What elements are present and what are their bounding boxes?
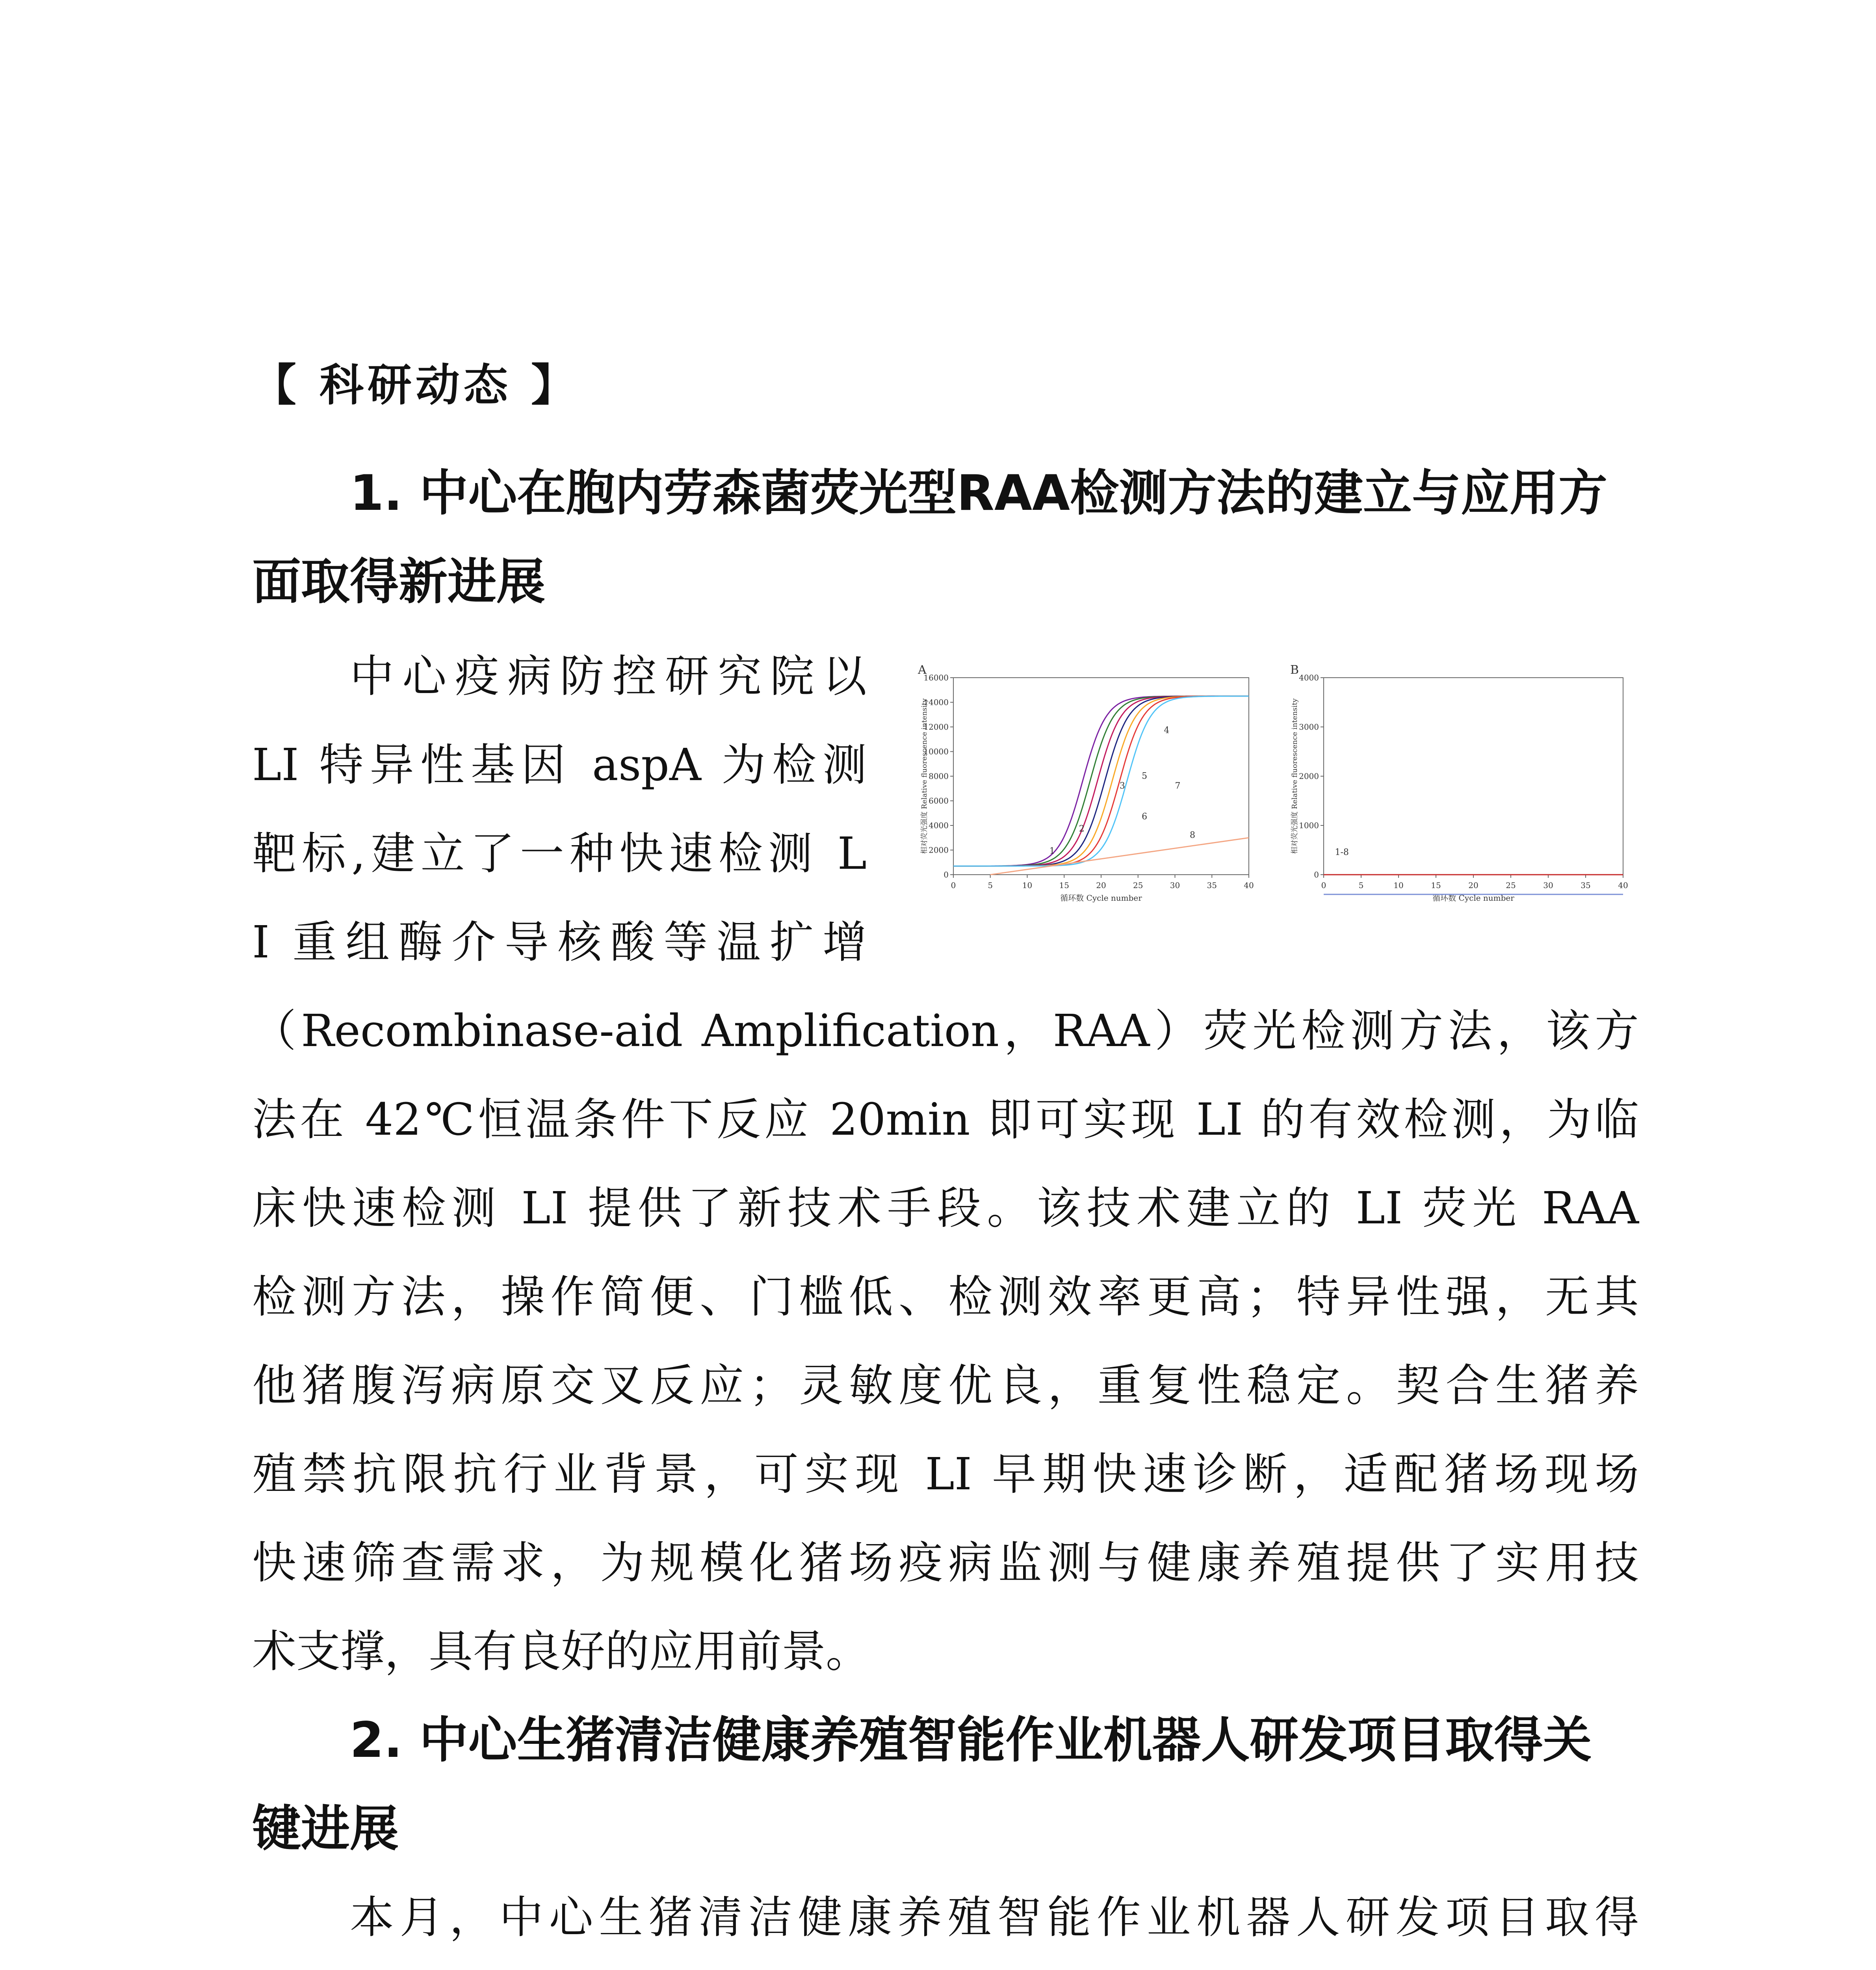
panel-a-x-tick-label: 15 — [1059, 881, 1069, 890]
item1-heading — [252, 449, 1639, 626]
text-line: 术支撑，具有良好的应用前景。 — [252, 1626, 870, 1677]
panel-b-y-tick-label: 2000 — [1299, 771, 1319, 781]
panel-a-y-tick-label: 4000 — [929, 821, 949, 830]
panel-b-x-axis-label: 循环数 Cycle number — [1432, 893, 1514, 903]
panel-b-x-tick-label: 40 — [1618, 881, 1628, 890]
panel-a-series-6 — [953, 696, 1249, 866]
panel-b-x-tick-label: 15 — [1431, 881, 1441, 890]
panel-a-series-1 — [953, 696, 1249, 866]
panel-a-series-3 — [953, 696, 1249, 866]
raa-figure-svg — [914, 662, 1639, 938]
item1-heading-line1: 1. 中心在胞内劳森菌荧光型RAA检测方法的建立与应用方 — [350, 465, 1607, 522]
panel-a-y-tick-label: 12000 — [923, 722, 949, 732]
text-line: 中心疫病防控研究院以 — [350, 651, 867, 702]
panel-b-x-tick-label: 20 — [1468, 881, 1479, 890]
item1-heading-line2: 面取得新进展 — [252, 554, 546, 610]
panel-a-label: A — [918, 663, 927, 677]
panel-b-y-tick-label: 1000 — [1299, 821, 1319, 830]
text-line: I 重组酶介导核酸等温扩增 — [252, 917, 867, 968]
panel-b-y-tick-label: 0 — [1314, 870, 1319, 879]
panel-a-x-tick-label: 30 — [1170, 881, 1180, 890]
text-line: 他猪腹泻病原交叉反应；灵敏度优良，重复性稳定。契合生猪养 — [252, 1360, 1639, 1411]
text-line: 床快速检测 LI 提供了新技术手段。该技术建立的 LI 荧光 RAA — [252, 1183, 1639, 1234]
item1-body — [252, 987, 1639, 1696]
text-line: 快速筛查需求，为规模化猪场疫病监测与健康养殖提供了实用技 — [252, 1537, 1639, 1589]
panel-a-series-7 — [953, 696, 1249, 866]
panel-a-curve-label: 7 — [1175, 781, 1181, 791]
panel-a-y-tick-label: 6000 — [929, 796, 949, 806]
text-line: （Recombinase-aid Amplification，RAA）荧光检测方法，该方 — [252, 1005, 1639, 1057]
panel-b-x-tick-label: 5 — [1358, 881, 1364, 890]
panel-b-label: B — [1290, 663, 1299, 677]
panel-a-x-tick-label: 25 — [1133, 881, 1143, 890]
section-tag: 【 科研动态 】 — [252, 360, 579, 411]
panel-a-series-4 — [953, 696, 1249, 866]
panel-a-x-tick-label: 20 — [1096, 881, 1106, 890]
panel-a-y-tick-label: 2000 — [929, 845, 949, 855]
item2-heading-line1: 2. 中心生猪清洁健康养殖智能作业机器人研发项目取得关 — [350, 1712, 1592, 1769]
panel-a-curve-label: 1 — [1049, 846, 1055, 856]
panel-a-x-tick-label: 10 — [1022, 881, 1033, 890]
panel-b-curve-label: 1-8 — [1335, 847, 1349, 857]
panel-b-y-axis-label: 相对荧光强度 Relative fluorescence intensity — [1291, 698, 1299, 854]
panel-b-x-tick-label: 0 — [1321, 881, 1326, 890]
item2-heading-line2: 键进展 — [252, 1801, 399, 1857]
panel-a-y-tick-label: 10000 — [923, 747, 949, 756]
panel-a-curve-label: 8 — [1190, 830, 1195, 840]
panel-b-x-tick-label: 35 — [1581, 881, 1591, 890]
text-line: 本月，中心生猪清洁健康养殖智能作业机器人研发项目取得 — [350, 1892, 1639, 1943]
panel-b-frame — [1324, 678, 1623, 875]
text-line: 法在 42℃恒温条件下反应 20min 即可实现 LI 的有效检测，为临 — [252, 1094, 1639, 1145]
panel-b-y-tick-label: 4000 — [1299, 673, 1319, 682]
raa-figure — [914, 662, 1639, 938]
panel-b-x-tick-label: 30 — [1543, 881, 1553, 890]
text-line: 殖禁抗限抗行业背景，可实现 LI 早期快速诊断，适配猪场现场 — [252, 1449, 1639, 1500]
item2-heading — [252, 1696, 1639, 1873]
panel-a-curve-label: 2 — [1079, 824, 1085, 834]
panel-a-curve-label: 3 — [1119, 781, 1125, 791]
panel-a-curve-label: 6 — [1142, 812, 1148, 822]
panel-a-curve-label: 5 — [1142, 771, 1148, 781]
panel-b-x-tick-label: 10 — [1393, 881, 1404, 890]
panel-b-x-tick-label: 25 — [1506, 881, 1516, 890]
text-line: 检测方法，操作简便、门槛低、检测效率更高；特异性强，无其 — [252, 1271, 1639, 1323]
panel-a-x-tick-label: 40 — [1244, 881, 1254, 890]
panel-a-y-axis-label: 相对荧光强度 Relative fluorescence intensity — [920, 698, 929, 854]
text-line — [252, 1962, 1639, 1970]
text-line: LI 特异性基因 aspA 为检测 — [252, 740, 867, 791]
panel-a-y-tick-label: 16000 — [923, 673, 949, 682]
panel-a-y-tick-label: 0 — [944, 870, 949, 879]
panel-a-curve-label: 4 — [1164, 725, 1170, 736]
item1-wrap-text — [252, 632, 867, 987]
panel-a-frame — [953, 678, 1249, 875]
panel-b-y-tick-label: 3000 — [1299, 722, 1319, 732]
text-line: 靶标,建立了一种快速检测 L — [252, 828, 867, 879]
item2-body — [252, 1873, 1639, 1970]
panel-a-x-tick-label: 0 — [951, 881, 956, 890]
panel-a-y-tick-label: 14000 — [923, 697, 949, 707]
panel-a-series-2 — [953, 696, 1249, 866]
panel-a-x-tick-label: 35 — [1207, 881, 1217, 890]
panel-a-x-axis-label: 循环数 Cycle number — [1060, 893, 1142, 903]
panel-a-y-tick-label: 8000 — [929, 771, 949, 781]
panel-a-series-5 — [953, 696, 1249, 866]
panel-a-series-8 — [990, 838, 1249, 875]
panel-a-x-tick-label: 5 — [988, 881, 993, 890]
